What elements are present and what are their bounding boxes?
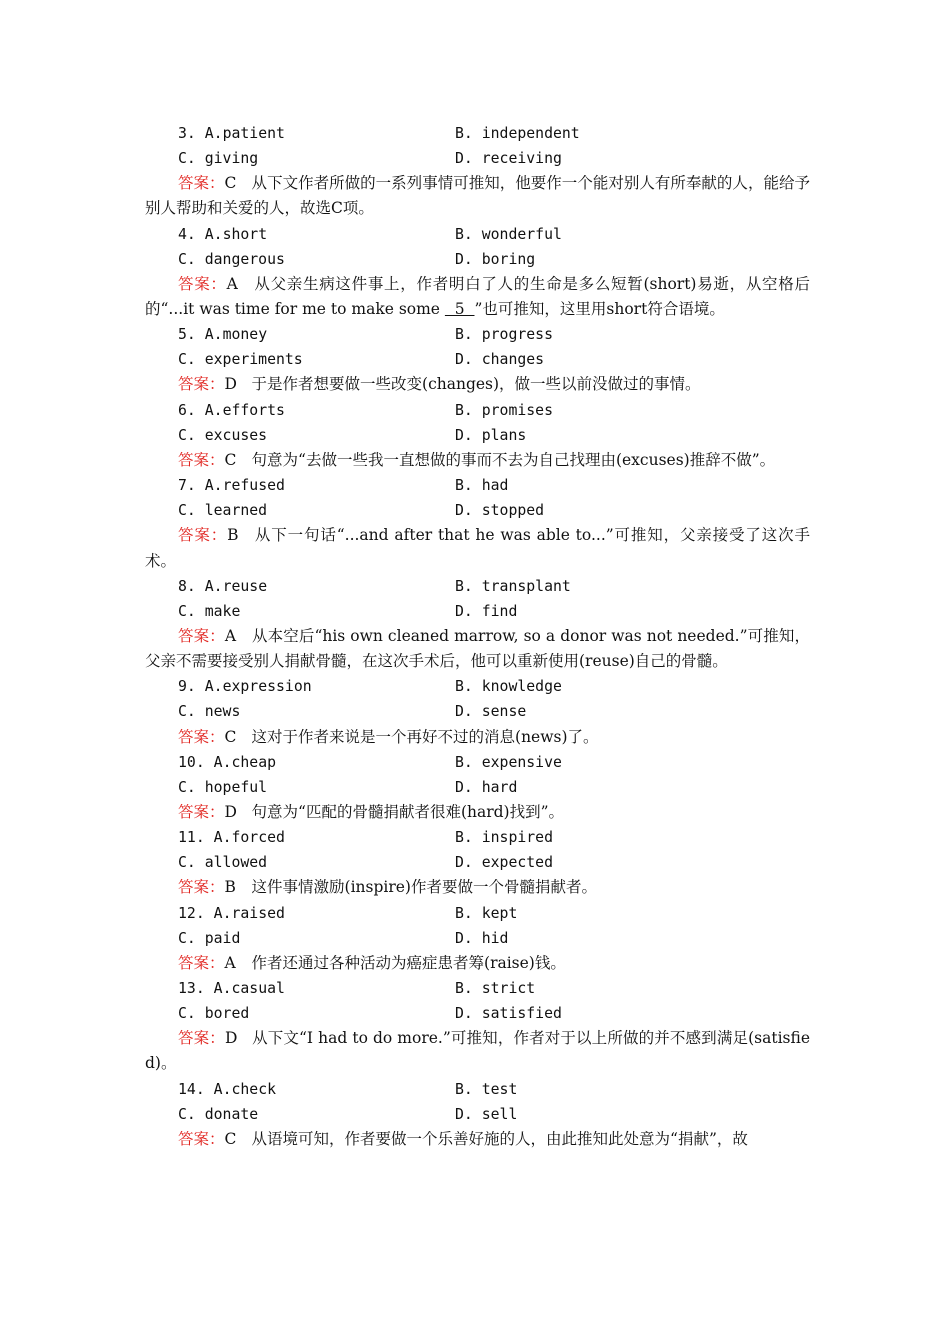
option-b: B. test bbox=[455, 1080, 518, 1098]
question-5 bbox=[145, 322, 810, 397]
option-b: B. wonderful bbox=[455, 225, 562, 243]
explanation-text: 从语境可知，作者要做一个乐善好施的人，由此推知此处意为“捐献”，故 bbox=[251, 1129, 748, 1148]
explanation-text: 从下文作者所做的一系列事情可推知，他要作一个能对别人有所奉献的人，能给予别人帮助和关爱的人，故选C项。 bbox=[145, 174, 810, 218]
option-c: C. bored bbox=[178, 1005, 250, 1023]
answer-label: 答案： bbox=[178, 953, 225, 972]
option-d: D. plans bbox=[455, 426, 527, 444]
answer-letter: D bbox=[224, 802, 237, 821]
answer-label: 答案： bbox=[178, 802, 225, 821]
answer-letter: D bbox=[224, 375, 237, 394]
question-number: 11. bbox=[178, 829, 205, 847]
answer-label: 答案： bbox=[178, 1129, 225, 1148]
question-4 bbox=[145, 222, 810, 323]
option-b: B. progress bbox=[455, 326, 553, 344]
option-c: C. paid bbox=[178, 929, 241, 947]
option-b: B. inspired bbox=[455, 829, 553, 847]
option-a: A.efforts bbox=[204, 401, 285, 419]
document-page bbox=[145, 121, 810, 1152]
explanation-text: 于是作者想要做一些改变(changes)，做一些以前没做过的事情。 bbox=[251, 375, 701, 394]
option-a: A.check bbox=[213, 1080, 277, 1098]
answer-letter: A bbox=[224, 626, 237, 645]
option-c: C. donate bbox=[178, 1105, 259, 1123]
question-11 bbox=[145, 825, 810, 900]
answer-label: 答案： bbox=[178, 375, 225, 394]
question-number: 12. bbox=[178, 904, 205, 922]
question-number: 3. bbox=[178, 125, 196, 142]
option-d: D. sell bbox=[455, 1105, 518, 1123]
option-a: A.money bbox=[204, 326, 268, 344]
answer-label: 答案： bbox=[178, 174, 225, 193]
option-a: A.forced bbox=[213, 829, 285, 847]
question-number: 10. bbox=[178, 753, 205, 771]
answer-label: 答案： bbox=[178, 878, 225, 897]
answer-explanation bbox=[145, 624, 810, 674]
question-number: 6. bbox=[178, 401, 196, 419]
answer-letter: C bbox=[224, 1129, 237, 1148]
question-number: 9. bbox=[178, 678, 196, 696]
question-number: 13. bbox=[178, 980, 205, 997]
question-9 bbox=[145, 674, 810, 749]
option-d: D. changes bbox=[455, 351, 545, 369]
answer-explanation bbox=[145, 272, 810, 322]
option-b: B. strict bbox=[455, 980, 536, 997]
option-a: A.cheap bbox=[213, 753, 277, 771]
question-number: 4. bbox=[178, 225, 196, 243]
option-c: C. experiments bbox=[178, 351, 303, 369]
option-b: B. knowledge bbox=[455, 678, 562, 696]
question-13 bbox=[145, 976, 810, 1077]
answer-explanation bbox=[145, 523, 810, 573]
answer-explanation bbox=[145, 951, 810, 976]
option-b: B. kept bbox=[455, 904, 518, 922]
option-d: D. hid bbox=[455, 929, 509, 947]
option-d: D. find bbox=[455, 602, 518, 620]
explanation-text: 句意为“去做一些我一直想做的事而不去为自己找理由(excuses)推辞不做”。 bbox=[251, 450, 776, 469]
option-b: B. independent bbox=[455, 125, 580, 142]
option-c: C. learned bbox=[178, 502, 268, 520]
option-d: D. hard bbox=[455, 778, 518, 796]
option-c: C. excuses bbox=[178, 426, 268, 444]
answer-letter: B bbox=[227, 526, 239, 545]
explanation-text: 从本空后“his own cleaned marrow, so a donor was not needed.”可推知，父亲不需要接受别人捐献骨髓，在这次手术后，他可以重新使用(reuse)自己的骨髓。 bbox=[145, 626, 810, 671]
answer-explanation bbox=[145, 875, 810, 900]
option-b: B. promises bbox=[455, 401, 553, 419]
answer-letter: D bbox=[224, 1029, 238, 1048]
option-d: D. satisfied bbox=[455, 1005, 562, 1023]
answer-label: 答案： bbox=[178, 274, 227, 293]
answer-letter: A bbox=[226, 274, 238, 293]
option-d: D. sense bbox=[455, 703, 527, 721]
answer-explanation bbox=[145, 800, 810, 825]
question-8 bbox=[145, 574, 810, 675]
explanation-text: 从下一句话“...and after that he was able to...”可推知，父亲接受了这次手术。 bbox=[145, 526, 810, 570]
answer-label: 答案： bbox=[178, 450, 225, 469]
explanation-text: 这件事情激励(inspire)作者要做一个骨髓捐献者。 bbox=[251, 878, 597, 897]
option-a: A.short bbox=[204, 225, 268, 243]
answer-explanation bbox=[145, 1026, 810, 1076]
question-number: 8. bbox=[178, 577, 196, 595]
option-c: C. dangerous bbox=[178, 250, 285, 268]
option-a: A.patient bbox=[204, 125, 285, 142]
option-c: C. allowed bbox=[178, 854, 268, 872]
option-b: B. expensive bbox=[455, 753, 562, 771]
answer-letter: C bbox=[224, 450, 237, 469]
option-a: A.refused bbox=[204, 477, 285, 495]
answer-label: 答案： bbox=[178, 626, 225, 645]
option-c: C. make bbox=[178, 602, 241, 620]
question-number: 5. bbox=[178, 326, 196, 344]
answer-explanation bbox=[145, 448, 810, 473]
option-c: C. news bbox=[178, 703, 241, 721]
question-3 bbox=[145, 121, 810, 222]
option-a: A.reuse bbox=[204, 577, 268, 595]
option-b: B. had bbox=[455, 477, 509, 495]
answer-explanation bbox=[145, 372, 810, 397]
blank-number: 5 bbox=[444, 300, 475, 319]
question-12 bbox=[145, 901, 810, 976]
answer-label: 答案： bbox=[178, 1029, 225, 1048]
answer-explanation bbox=[145, 171, 810, 221]
answer-label: 答案： bbox=[178, 526, 228, 545]
explanation-text: 句意为“匹配的骨髓捐献者很难(hard)找到”。 bbox=[251, 802, 565, 821]
option-a: A.raised bbox=[213, 904, 285, 922]
option-b: B. transplant bbox=[455, 577, 571, 595]
question-10 bbox=[145, 750, 810, 825]
explanation-text: 这对于作者来说是一个再好不过的消息(news)了。 bbox=[251, 727, 599, 746]
answer-letter: A bbox=[224, 953, 236, 972]
option-c: C. giving bbox=[178, 150, 259, 168]
option-d: D. stopped bbox=[455, 502, 545, 520]
explanation-text: 从下文“I had to do more.”可推知，作者对于以上所做的并不感到满足(satisfied)。 bbox=[145, 1029, 810, 1073]
question-6 bbox=[145, 398, 810, 473]
option-a: A.casual bbox=[213, 980, 285, 997]
explanation-text: 从父亲生病这件事上，作者明白了人的生命是多么短暂(short)易逝，从空格后的“...it was time for me to make some bbox=[145, 274, 810, 319]
answer-explanation bbox=[145, 725, 810, 750]
question-14 bbox=[145, 1077, 810, 1152]
answer-letter: B bbox=[224, 878, 236, 897]
option-c: C. hopeful bbox=[178, 778, 268, 796]
answer-letter: C bbox=[224, 727, 237, 746]
explanation-text-end: ”也可推知，这里用short符合语境。 bbox=[474, 300, 725, 319]
answer-explanation bbox=[145, 1127, 810, 1152]
question-number: 7. bbox=[178, 477, 196, 495]
question-7 bbox=[145, 473, 810, 574]
answer-label: 答案： bbox=[178, 727, 225, 746]
option-d: D. boring bbox=[455, 250, 536, 268]
option-a: A.expression bbox=[204, 678, 312, 696]
question-number: 14. bbox=[178, 1080, 205, 1098]
answer-letter: C bbox=[224, 174, 237, 193]
option-d: D. expected bbox=[455, 854, 553, 872]
option-d: D. receiving bbox=[455, 150, 562, 168]
explanation-text: 作者还通过各种活动为癌症患者筹(raise)钱。 bbox=[251, 953, 566, 972]
